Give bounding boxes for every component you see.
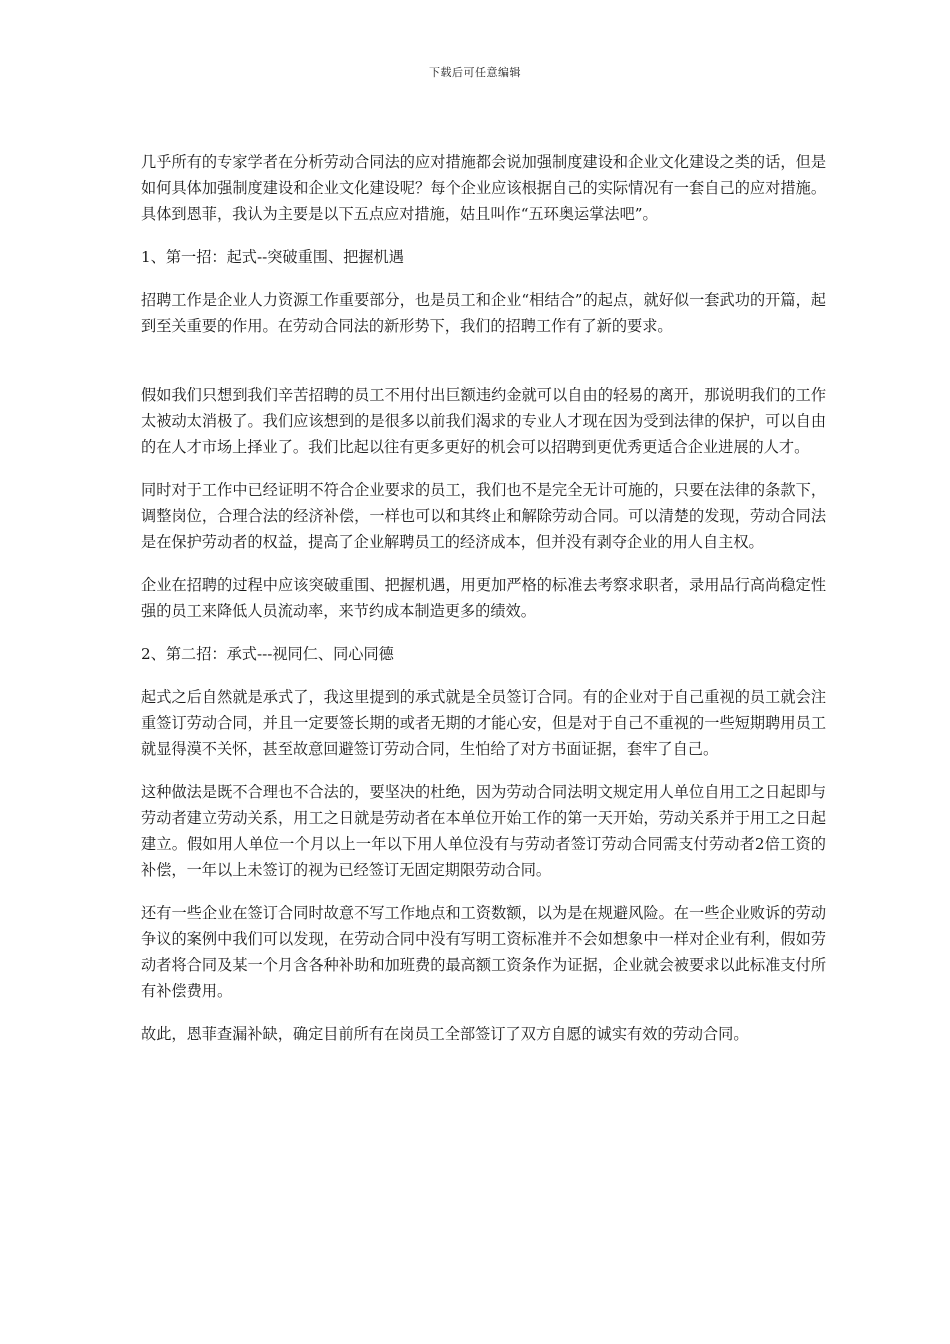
body-paragraph: 假如我们只想到我们辛苦招聘的员工不用付出巨额违约金就可以自由的轻易的离开，那说明我们的工作太被动太消极了。我们应该想到的是很多以前我们渴求的专业人才现在因为受到法律的保护，可以自由的在人才市场上择业了。我们比起以往有更多更好的机会可以招聘到更优秀更适合企业进展的人才。	[141, 386, 826, 456]
page-header: 下载后可任意编辑	[429, 66, 521, 79]
body-paragraph: 招聘工作是企业人力资源工作重要部分，也是员工和企业“相结合”的起点，就好似一套武功的开篇，起到至关重要的作用。在劳动合同法的新形势下，我们的招聘工作有了新的要求。	[141, 291, 826, 335]
body-paragraph: 企业在招聘的过程中应该突破重围、把握机遇，用更加严格的标准去考察求职者，录用品行高尚稳定性强的员工来降低人员流动率，来节约成本制造更多的绩效。	[141, 576, 826, 620]
body-paragraph: 故此，恩菲查漏补缺，确定目前所有在岗员工全部签订了双方自愿的诚实有效的劳动合同。	[141, 1025, 749, 1043]
intro-paragraph: 几乎所有的专家学者在分析劳动合同法的应对措施都会说加强制度建设和企业文化建设之类的话，但是如何具体加强制度建设和企业文化建设呢？每个企业应该根据自己的实际情况有一套自己的应对措施。具体到恩菲，我认为主要是以下五点应对措施，姑且叫作“五环奥运掌法吧”。	[141, 153, 826, 223]
document-body	[141, 149, 826, 1047]
body-paragraph: 这种做法是既不合理也不合法的，要坚决的杜绝，因为劳动合同法明文规定用人单位自用工之日起即与劳动者建立劳动关系，用工之日就是劳动者在本单位开始工作的第一天开始，劳动关系并于用工之日起建立。假如用人单位一个月以上一年以下用人单位没有与劳动者签订劳动合同需支付劳动者2倍工资的补偿，一年以上未签订的视为已经签订无固定期限劳动合同。	[141, 783, 826, 879]
body-paragraph: 起式之后自然就是承式了，我这里提到的承式就是全员签订合同。有的企业对于自己重视的员工就会注重签订劳动合同，并且一定要签长期的或者无期的才能心安，但是对于自己不重视的一些短期聘用员工就显得漠不关怀，甚至故意回避签订劳动合同，生怕给了对方书面证据，套牢了自己。	[141, 688, 826, 758]
section-heading-1: 1、第一招：起式--突破重围、把握机遇	[141, 248, 404, 266]
section-heading-2: 2、第二招：承式---视同仁、同心同德	[141, 645, 394, 663]
body-paragraph: 还有一些企业在签订合同时故意不写工作地点和工资数额，以为是在规避风险。在一些企业败诉的劳动争议的案例中我们可以发现，在劳动合同中没有写明工资标准并不会如想象中一样对企业有利，假如劳动者将合同及某一个月含各种补助和加班费的最高额工资条作为证据，企业就会被要求以此标准支付所有补偿费用。	[141, 904, 826, 1000]
body-paragraph: 同时对于工作中已经证明不符合企业要求的员工，我们也不是完全无计可施的，只要在法律的条款下，调整岗位，合理合法的经济补偿，一样也可以和其终止和解除劳动合同。可以清楚的发现，劳动合同法是在保护劳动者的权益，提高了企业解聘员工的经济成本，但并没有剥夺企业的用人自主权。	[141, 481, 826, 551]
